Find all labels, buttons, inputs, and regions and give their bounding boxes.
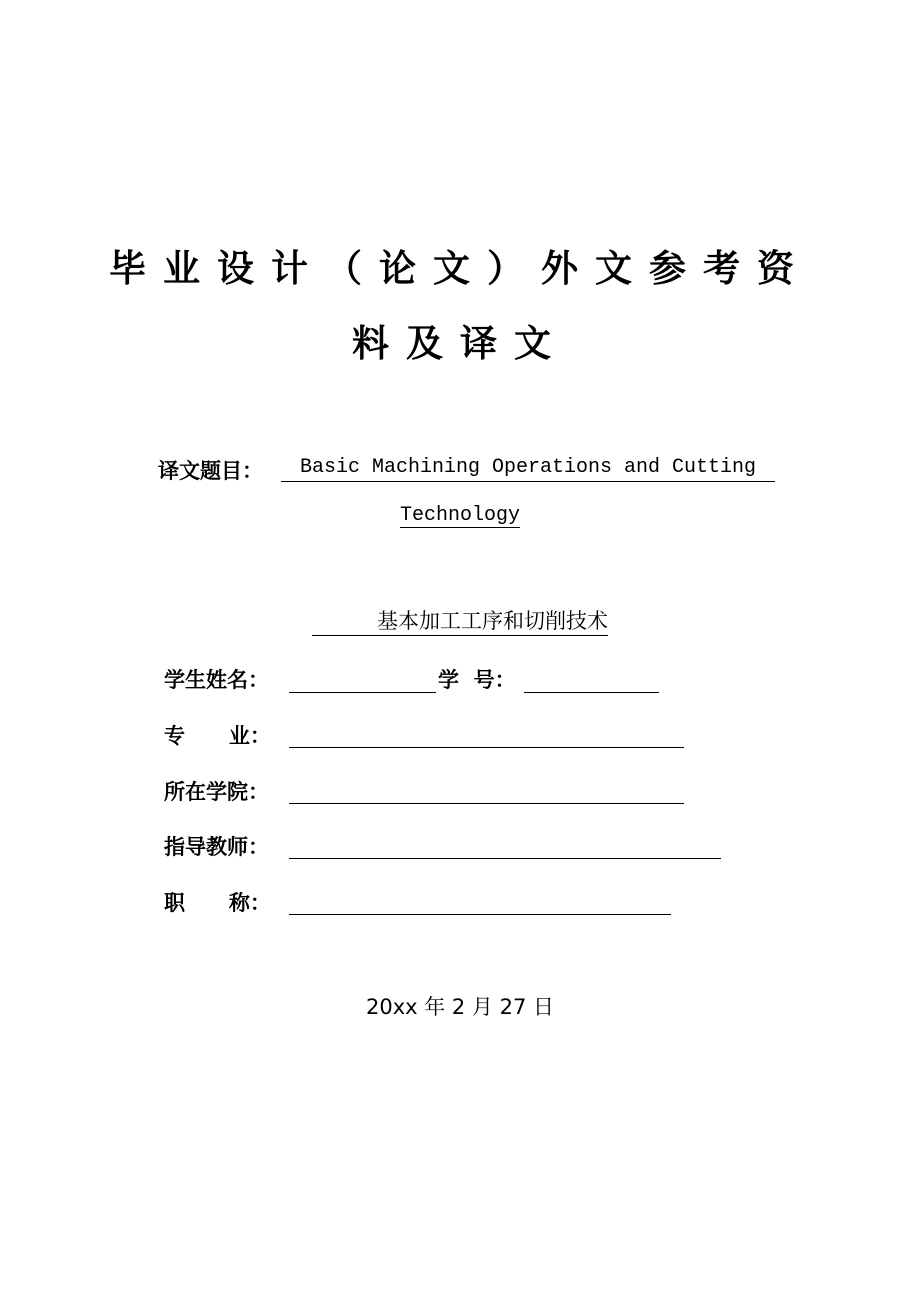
- major-line: [289, 747, 684, 748]
- advisor-line: [289, 858, 721, 859]
- translation-title-english-line-2-text: Technology: [399, 504, 521, 527]
- document-date: 20xx 年 2 月 27 日: [365, 995, 555, 1019]
- translation-title-label: 译文题目：: [158, 459, 263, 483]
- college-label: 所在学院：: [164, 780, 269, 804]
- document-title-line-2: 料及译文: [352, 322, 568, 365]
- position-line: [289, 914, 671, 915]
- college-line: [289, 803, 684, 804]
- student-id-line: [524, 692, 659, 693]
- translation-title-chinese: 基本加工工序和切削技术: [312, 607, 608, 636]
- advisor-label: 指导教师：: [164, 835, 269, 859]
- position-label: 职 称：: [164, 891, 271, 915]
- student-id-label: 学 号：: [438, 668, 516, 692]
- document-title-line-1: 毕业设计（论文）外文参考资: [109, 247, 811, 290]
- major-label: 专 业：: [164, 724, 271, 748]
- student-name-line: [289, 692, 436, 693]
- translation-title-english-line-2: [0, 503, 920, 529]
- student-name-label: 学生姓名：: [164, 668, 269, 692]
- translation-title-english-line-1: Basic Machining Operations and Cutting: [281, 455, 775, 482]
